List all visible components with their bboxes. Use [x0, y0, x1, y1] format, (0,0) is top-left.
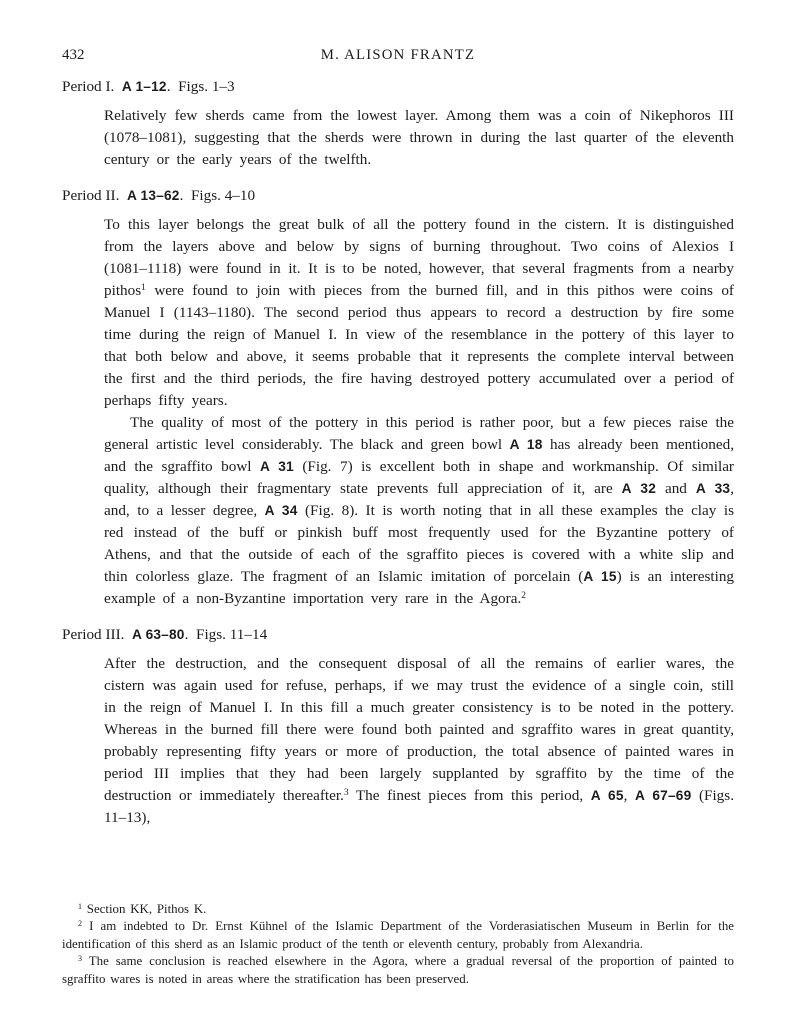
period-ii-body: [104, 214, 734, 610]
page-number: 432: [62, 47, 85, 63]
footnote-2: $^2$ I am indebted to Dr. Ernst Kühnel of the Islamic Department of the Vorderasiatischen Museum in Berlin for the identification of this sherd as an Islamic product of the tenth or eleventh century, probably from Alexandria.: [62, 919, 734, 951]
paragraph: To this layer belongs the great bulk of all the pottery found in the cistern. It is distinguished from the layers above and below by signs of burning throughout. Two coins of Alexios I (1081–1118) were found in it. It is to be noted, however, that several fragments from a nearby pithos$^1$ were found to join with pieces from the burned fill, and in this pithos were coins of Manuel I (1143–1180). The second period thus appears to record a destruction by fire some time during the reign of Manuel I. In view of the resemblance in the pottery of this layer to that both below and above, it seems probable that it represents the complete interval between the first and the third periods, the fire having destroyed pottery accumulated over a period of perhaps fifty years.: [104, 216, 734, 409]
period-i-body: [104, 105, 734, 171]
paragraph: After the destruction, and the consequent disposal of all the remains of earlier wares, the cistern was again used for refuse, perhaps, if we may trust the evidence of a single coin, still in the reign of Manuel I. In this fill a much greater consistency is to be noted in the pottery. Whereas in the burned fill there were found both painted and sgraffito wares in great quantity, probably representing fifty years or more of production, the total absence of painted wares in period III implies that they had been largely supplanted by sgraffito by the time of the destruction or immediately thereafter.$^3$ The finest pieces from this period, A 65, A 67–69 (Figs. 11–13),: [104, 655, 734, 826]
page-header: [62, 44, 734, 66]
footnotes: [62, 901, 734, 988]
section-period-iii: [62, 624, 734, 829]
footnote-1: $^1$ Section KK, Pithos K.: [78, 901, 207, 916]
period-ii-heading: Period II. A 13–62. Figs. 4–10: [62, 187, 256, 204]
section-period-i: [62, 76, 734, 171]
paragraph: Relatively few sherds came from the lowest layer. Among them was a coin of Nikephoros III (1078–1081), suggesting that the sherds were thrown in during the last quarter of the eleventh century or the early years of the twelfth.: [104, 107, 734, 168]
article-body: [62, 76, 734, 829]
footnote-3: $^3$ The same conclusion is reached elsewhere in the Agora, where a gradual reversal of the proportion of painted to sgraffito wares is noted in areas where the stratification has been preserved.: [62, 954, 734, 986]
period-iii-heading: Period III. A 63–80. Figs. 11–14: [62, 626, 268, 643]
period-iii-body: [104, 653, 734, 829]
period-i-heading: Period I. A 1–12. Figs. 1–3: [62, 78, 235, 95]
running-head: M. ALISON FRANTZ: [320, 47, 476, 63]
paragraph: The quality of most of the pottery in this period is rather poor, but a few pieces raise the general artistic level considerably. The black and green bowl A 18 has already been mentioned, and the sgraffito bowl A 31 (Fig. 7) is excellent both in shape and workmanship. Of similar quality, although their fragmentary state prevents full appreciation of it, are A 32 and A 33, and, to a lesser degree, A 34 (Fig. 8). It is worth noting that in all these examples the clay is red instead of the buff or pinkish buff most frequently used for the Byzantine pottery of Athens, and that the outside of each of the sgraffito pieces is covered with a white slip and thin colorless glaze. The fragment of an Islamic imitation of porcelain (A 15) is an interesting example of a non-Byzantine importation very rare in the Agora.$^2$: [104, 414, 735, 607]
section-period-ii: [62, 185, 734, 610]
